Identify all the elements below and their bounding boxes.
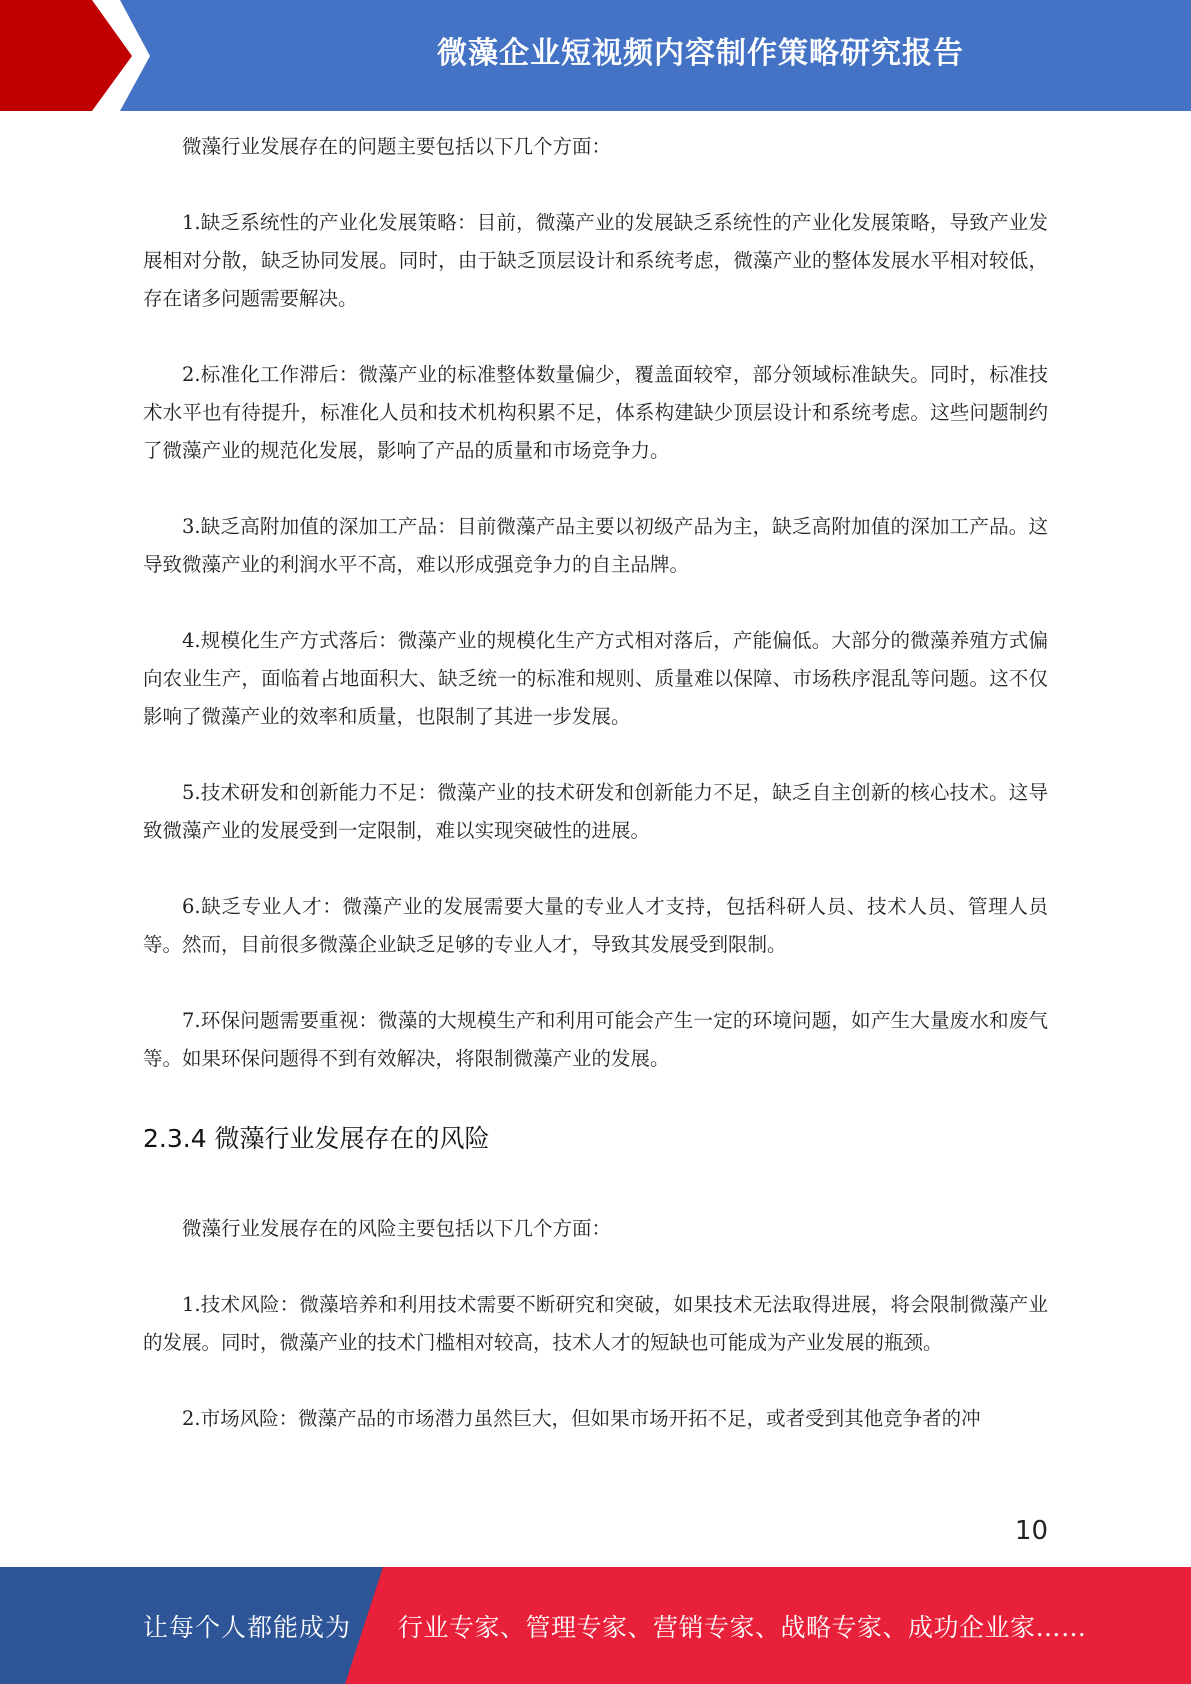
list-item: 5.技术研发和创新能力不足：微藻产业的技术研发和创新能力不足，缺乏自主创新的核心技术。这导致微藻产业的发展受到一定限制，难以实现突破性的进展。 bbox=[143, 781, 1048, 842]
page-header bbox=[0, 0, 1191, 111]
page-footer bbox=[0, 1567, 1191, 1684]
footer-slogan-left: 让每个人都能成为 bbox=[143, 1612, 352, 1642]
page-content bbox=[143, 128, 1048, 1438]
section-intro: 微藻行业发展存在的风险主要包括以下几个方面： bbox=[182, 1217, 612, 1240]
list-item: 4.规模化生产方式落后：微藻产业的规模化生产方式相对落后，产能偏低。大部分的微藻养殖方式偏向农业生产，面临着占地面积大、缺乏统一的标准和规则、质量难以保障、市场秩序混乱等问题。这不仅影响了微藻产业的效率和质量，也限制了其进一步发展。 bbox=[143, 629, 1048, 728]
footer-slogan-right: 行业专家、管理专家、营销专家、战略专家、成功企业家…… bbox=[398, 1612, 1087, 1642]
page-number: 10 bbox=[1014, 1516, 1048, 1546]
section-heading: 2.3.4 微藻行业发展存在的风险 bbox=[143, 1124, 490, 1153]
list-item: 2.市场风险：微藻产品的市场潜力虽然巨大，但如果市场开拓不足，或者受到其他竞争者的冲 bbox=[182, 1407, 981, 1430]
section-intro: 微藻行业发展存在的问题主要包括以下几个方面： bbox=[182, 135, 612, 158]
list-item: 7.环保问题需要重视：微藻的大规模生产和利用可能会产生一定的环境问题，如产生大量废水和废气等。如果环保问题得不到有效解决，将限制微藻产业的发展。 bbox=[143, 1009, 1048, 1070]
list-item: 2.标准化工作滞后：微藻产业的标准整体数量偏少，覆盖面较窄，部分领域标准缺失。同时，标准技术水平也有待提升，标准化人员和技术机构积累不足，体系构建缺少顶层设计和系统考虑。这些问题制约了微藻产业的规范化发展，影响了产品的质量和市场竞争力。 bbox=[143, 363, 1048, 462]
list-item: 3.缺乏高附加值的深加工产品：目前微藻产品主要以初级产品为主，缺乏高附加值的深加工产品。这导致微藻产业的利润水平不高，难以形成强竞争力的自主品牌。 bbox=[143, 515, 1048, 576]
list-item: 1.缺乏系统性的产业化发展策略：目前，微藻产业的发展缺乏系统性的产业化发展策略，导致产业发展相对分散，缺乏协同发展。同时，由于缺乏顶层设计和系统考虑，微藻产业的整体发展水平相对较低，存在诸多问题需要解决。 bbox=[143, 211, 1048, 310]
document-title: 微藻企业短视频内容制作策略研究报告 bbox=[437, 36, 964, 71]
list-item: 6.缺乏专业人才：微藻产业的发展需要大量的专业人才支持，包括科研人员、技术人员、管理人员等。然而，目前很多微藻企业缺乏足够的专业人才，导致其发展受到限制。 bbox=[143, 895, 1048, 956]
list-item: 1.技术风险：微藻培养和利用技术需要不断研究和突破，如果技术无法取得进展，将会限制微藻产业的发展。同时，微藻产业的技术门槛相对较高，技术人才的短缺也可能成为产业发展的瓶颈。 bbox=[143, 1293, 1048, 1354]
